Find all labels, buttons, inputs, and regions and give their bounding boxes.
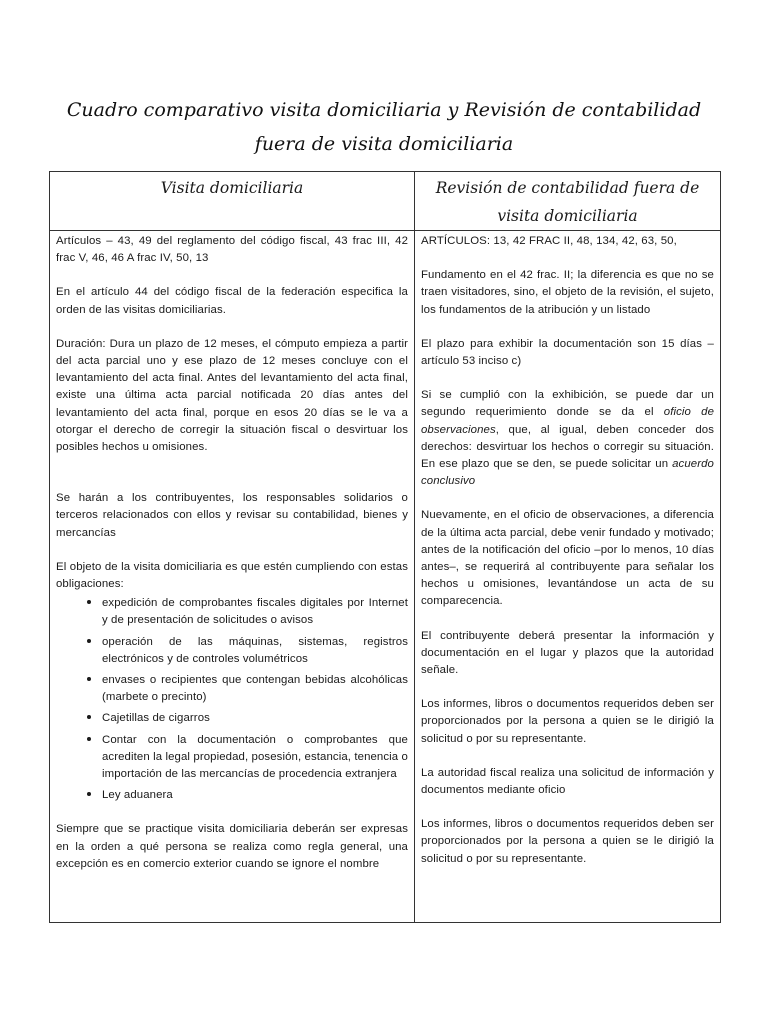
- col2-autoridad: La autoridad fiscal realiza una solicitud de información y documentos mediante oficio: [421, 766, 714, 797]
- col1-objective: El objeto de la visita domiciliaria es que estén cumpliendo con estas obligaciones:: [56, 560, 408, 591]
- list-item: • Cajetillas de cigarros: [102, 708, 408, 727]
- col2-informes-2: Los informes, libros o documentos requeridos deben ser proporcionados por la persona a quien se le dirigió la solicitud o por su representante.: [421, 818, 714, 865]
- oficio-observaciones-term: oficio de observaciones: [421, 406, 715, 436]
- acuerdo-conclusivo-term: acuerdo conclusivo: [421, 458, 714, 488]
- col2-articles: ARTÍCULOS: 13, 42 FRAC II, 48, 134, 42, 63, 50,: [421, 235, 677, 247]
- title-line-1: Cuadro comparativo visita domiciliaria y Revisión de contabilidad: [66, 99, 702, 121]
- col2-informes-1: Los informes, libros o documentos requeridos deben ser proporcionados por la persona a quien se le dirigió la solicitud o por su representante.: [421, 698, 714, 745]
- list-item: • Contar con la documentación o comprobantes que acrediten la legal propiedad, posesión, estancia, tenencia o importación de las mercancías de procedencia extranjera: [102, 730, 408, 784]
- list-item: • operación de las máquinas, sistemas, registros electrónicos y de controles volumétricos: [102, 632, 408, 668]
- col2-plazo: El plazo para exhibir la documentación son 15 días –artículo 53 inciso c): [421, 337, 714, 368]
- col1-duration: Duración: Dura un plazo de 12 meses, el cómputo empieza a partir del acta parcial uno y ese plazo de 12 meses concluye con el levantamiento del acta final. Antes del levantamiento del acta final, existe una última acta parcial notificada 20 días antes del levantamiento del acta final, porque en esos 20 días se le va a otorgar el derecho de corregir la situación fiscal o desvirtuar los posibles hechos u omisiones.: [56, 337, 408, 454]
- col1-obligations-list: [56, 593, 408, 804]
- table-body-row: [50, 231, 721, 923]
- col2-fundamento: Fundamento en el 42 frac. II; la diferencia es que no se traen visitadores, sino, el objeto de la revisión, el sujeto, los fundamentos de la atribución y un listado: [421, 269, 714, 316]
- document-title: [0, 93, 768, 161]
- list-item: • Ley aduanera: [102, 785, 408, 804]
- list-item: • expedición de comprobantes fiscales digitales por Internet y de presentación de solicitudes o avisos: [102, 593, 408, 629]
- table-header-row: [50, 172, 721, 231]
- column-visita: [50, 231, 415, 923]
- col1-subjects: Se harán a los contribuyentes, los responsables solidarios o terceros relacionados con ellos y revisar su contabilidad, bienes y mercancías: [56, 492, 408, 539]
- column-header-visita: Visita domiciliaria: [50, 172, 415, 231]
- col1-articles: Artículos – 43, 49 del reglamento del código fiscal, 43 frac III, 42 frac V, 46, 46 A frac IV, 50, 13: [56, 235, 408, 265]
- column-revision: [415, 231, 721, 923]
- col2-contribuyente: El contribuyente deberá presentar la información y documentación en el lugar y plazos que la autoridad señale.: [421, 629, 714, 677]
- col1-article-44: En el artículo 44 del código fiscal de la federación especifica la orden de las visitas domiciliarias.: [56, 286, 408, 316]
- col1-expresses: Siempre que se practique visita domiciliaria deberán ser expresas en la orden a qué persona se realiza como regla general, una excepción es en comercio exterior cuando se ignore el nombre: [56, 823, 408, 870]
- list-item: • envases o recipientes que contengan bebidas alcohólicas (marbete o precinto): [102, 670, 408, 706]
- col2-nuevamente: Nuevamente, en el oficio de observaciones, a diferencia de la última acta parcial, debe venir fundado y motivado; antes de la notificación del oficio –por lo menos, 10 días antes–, se requerirá al contribuyente para señalar los hechos u omisiones, levantándose un acta de su comparecencia.: [421, 509, 714, 608]
- column-header-revision: Revisión de contabilidad fuera de visita domiciliaria: [415, 172, 721, 231]
- title-line-2: fuera de visita domiciliaria: [254, 133, 514, 155]
- col2-segundo-requerimiento: Si se cumplió con la exhibición, se puede dar un segundo requerimiento donde se da el oficio de observaciones, que, al igual, deben conceder dos derechos: desvirtuar los hechos o corregir su situación. En ese plazo que se den, se puede solicitar un acuerdo conclusivo: [421, 389, 715, 488]
- comparison-table: [49, 171, 721, 923]
